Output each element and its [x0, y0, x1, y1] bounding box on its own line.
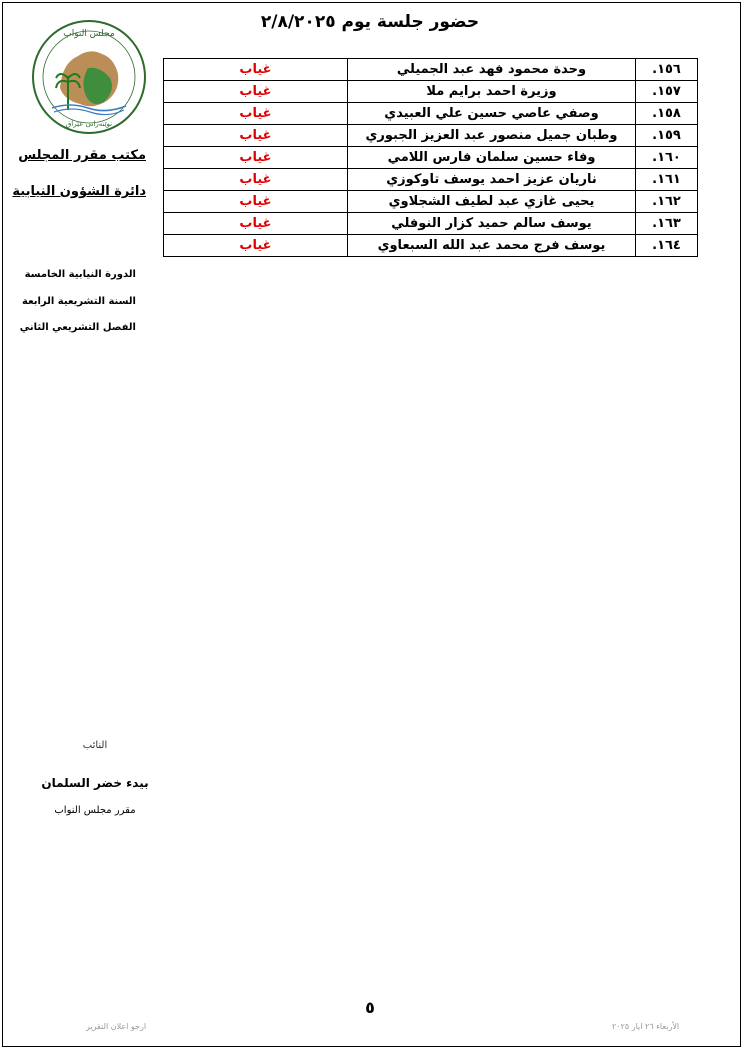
member-name: يوسف سالم حميد كزار النوفلي — [348, 213, 636, 235]
row-number: ١٦٣. — [636, 213, 698, 235]
status-badge: غياب — [164, 235, 348, 257]
office-heading: مكتب مقرر المجلس — [18, 148, 146, 163]
status-badge: غياب — [164, 191, 348, 213]
status-badge: غياب — [164, 147, 348, 169]
member-name: وطبان جميل منصور عبد العزيز الجبوري — [348, 125, 636, 147]
signature-title: النائب — [82, 740, 108, 751]
member-name: وزيرة احمد برايم ملا — [348, 81, 636, 103]
row-number: ١٥٧. — [636, 81, 698, 103]
parliament-logo — [30, 18, 148, 136]
logo-text-bottom: نوێنەرانی عێراق — [65, 120, 113, 128]
member-name: وصفي عاصي حسين علي العبيدي — [348, 103, 636, 125]
status-badge: غياب — [164, 169, 348, 191]
signature-role: مقرر مجلس النواب — [54, 805, 136, 816]
member-name: يوسف فرج محمد عبد الله السبعاوي — [348, 235, 636, 257]
row-number: ١٥٩. — [636, 125, 698, 147]
row-number: ١٥٨. — [636, 103, 698, 125]
table-row — [164, 59, 698, 81]
status-badge: غياب — [164, 125, 348, 147]
table-row — [164, 103, 698, 125]
row-number: ١٦٠. — [636, 147, 698, 169]
page-title: حضور جلسة يوم ٢/٨/٢٠٢٥ — [260, 12, 480, 32]
table-row — [164, 147, 698, 169]
page-number: ٥ — [365, 998, 375, 1017]
table-row — [164, 81, 698, 103]
signature-name: بيدء خضر السلمان — [41, 776, 149, 790]
logo-text-top: مجلس النواب — [63, 29, 115, 39]
status-badge: غياب — [164, 213, 348, 235]
table-row — [164, 125, 698, 147]
row-number: ١٥٦. — [636, 59, 698, 81]
row-number: ١٦١. — [636, 169, 698, 191]
footer-note-left: ارجو اعلان التقرير — [86, 1022, 147, 1031]
table-row — [164, 213, 698, 235]
term-line: السنة التشريعية الرابعة — [22, 296, 136, 307]
row-number: ١٦٤. — [636, 235, 698, 257]
footer-note-right: الأربعاء ٢٦ ايار ٢٠٢٥ — [612, 1022, 680, 1031]
table-row — [164, 191, 698, 213]
term-line: الفصل التشريعي الثاني — [19, 322, 136, 333]
row-number: ١٦٢. — [636, 191, 698, 213]
member-name: وفاء حسين سلمان فارس اللامي — [348, 147, 636, 169]
attendance-table — [163, 58, 698, 257]
status-badge: غياب — [164, 59, 348, 81]
table-row — [164, 169, 698, 191]
member-name: ناريان عزيز احمد يوسف تاوكوزي — [348, 169, 636, 191]
term-line: الدورة النيابية الخامسة — [24, 269, 136, 280]
directorate-heading: دائرة الشؤون النيابية — [12, 184, 146, 199]
member-name: يحيى غازي عبد لطيف الشجلاوي — [348, 191, 636, 213]
table-row — [164, 235, 698, 257]
member-name: وحدة محمود فهد عبد الجميلي — [348, 59, 636, 81]
status-badge: غياب — [164, 81, 348, 103]
status-badge: غياب — [164, 103, 348, 125]
